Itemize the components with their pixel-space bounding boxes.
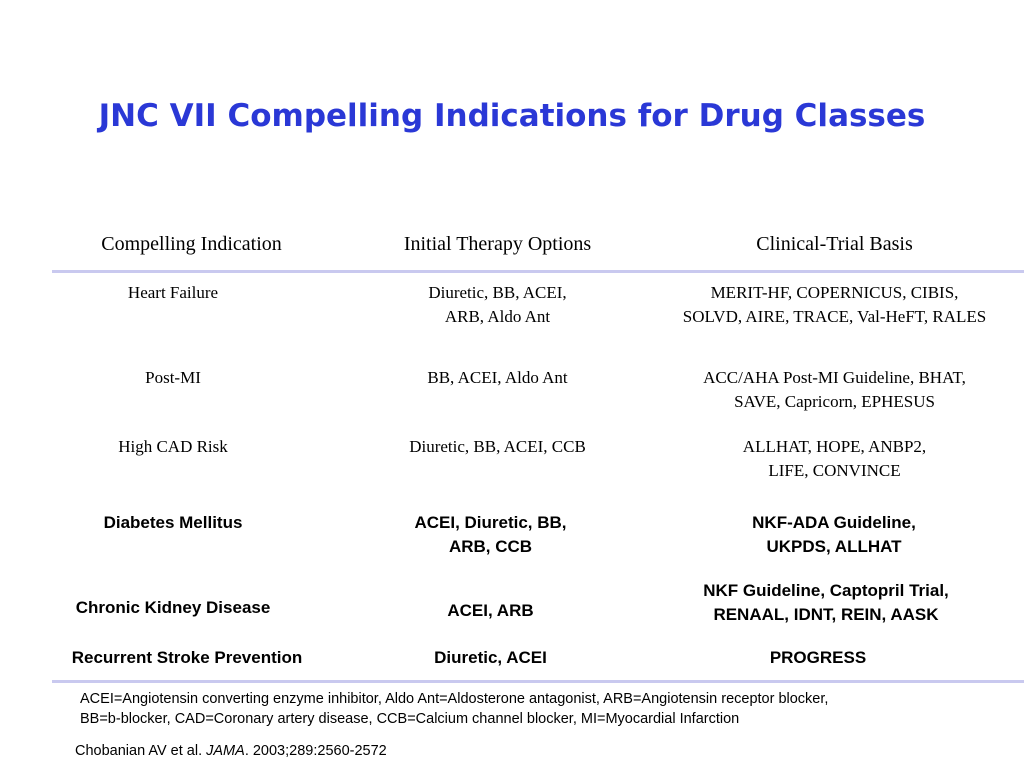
therapy-line: ACEI, ARB: [447, 601, 534, 620]
therapy-line: Diuretic, BB, ACEI,: [428, 283, 567, 302]
row-diabetes-mellitus-therapy: [358, 511, 623, 559]
header-clinical-trial-basis: Clinical-Trial Basis: [756, 233, 913, 255]
abbreviations-footnote: [80, 689, 828, 729]
row-recurrent-stroke-indication: Recurrent Stroke Prevention: [71, 648, 303, 667]
row-heart-failure-therapy: [365, 281, 630, 329]
citation-details: . 2003;289:2560-2572: [244, 743, 387, 759]
therapy-line: Diuretic, BB, ACEI, CCB: [409, 437, 586, 456]
citation: [75, 743, 387, 759]
citation-journal: JAMA: [206, 743, 245, 759]
trials-line: PROGRESS: [769, 648, 867, 667]
row-heart-failure-trials: [642, 281, 1024, 329]
row-chronic-kidney-disease-therapy: [358, 599, 623, 623]
footnote-line: ACEI=Angiotensin converting enzyme inhibitor, Aldo Ant=Aldosterone antagonist, ARB=Angiotensin receptor blocker,: [80, 691, 829, 707]
row-diabetes-mellitus-indication: Diabetes Mellitus: [103, 513, 243, 532]
row-recurrent-stroke-therapy: [358, 646, 623, 670]
row-high-cad-risk-indication: High CAD Risk: [118, 437, 228, 456]
trials-line: LIFE, CONVINCE: [768, 461, 901, 480]
row-heart-failure-indication: Heart Failure: [127, 283, 219, 302]
trials-line: ALLHAT, HOPE, ANBP2,: [742, 437, 927, 456]
row-chronic-kidney-disease-trials: [636, 579, 1016, 627]
trials-line: ACC/AHA Post-MI Guideline, BHAT,: [703, 368, 966, 387]
trials-line: MERIT-HF, COPERNICUS, CIBIS,: [710, 283, 959, 302]
trials-line: SOLVD, AIRE, TRACE, Val-HeFT, RALES: [682, 307, 987, 326]
header-initial-therapy-options: Initial Therapy Options: [403, 233, 592, 255]
trials-line: UKPDS, ALLHAT: [766, 537, 902, 556]
citation-authors: Chobanian AV et al.: [75, 743, 207, 759]
row-high-cad-risk-trials: [642, 435, 1024, 483]
footer-divider: [52, 680, 1024, 683]
therapy-line: ACEI, Diuretic, BB,: [414, 513, 567, 532]
therapy-line: ARB, CCB: [448, 537, 533, 556]
header-compelling-indication: Compelling Indication: [101, 233, 282, 255]
footnote-line: BB=b-blocker, CAD=Coronary artery disease, CCB=Calcium channel blocker, MI=Myocardial Infarction: [80, 711, 740, 727]
therapy-line: BB, ACEI, Aldo Ant: [427, 368, 568, 387]
row-recurrent-stroke-trials: [628, 646, 1008, 670]
therapy-line: ARB, Aldo Ant: [444, 307, 551, 326]
trials-line: SAVE, Capricorn, EPHESUS: [734, 392, 935, 411]
trials-line: NKF Guideline, Captopril Trial,: [703, 581, 949, 600]
row-post-mi-indication: Post-MI: [145, 368, 201, 387]
trials-line: RENAAL, IDNT, REIN, AASK: [713, 605, 939, 624]
header-divider: [52, 270, 1024, 273]
row-high-cad-risk-therapy: [365, 435, 630, 459]
row-post-mi-trials: [642, 366, 1024, 414]
row-post-mi-therapy: [365, 366, 630, 390]
therapy-line: Diuretic, ACEI: [434, 648, 547, 667]
trials-line: NKF-ADA Guideline,: [752, 513, 916, 532]
row-chronic-kidney-disease-indication: Chronic Kidney Disease: [75, 598, 271, 617]
row-diabetes-mellitus-trials: [644, 511, 1024, 559]
slide-title: JNC VII Compelling Indications for Drug Classes: [98, 98, 926, 134]
